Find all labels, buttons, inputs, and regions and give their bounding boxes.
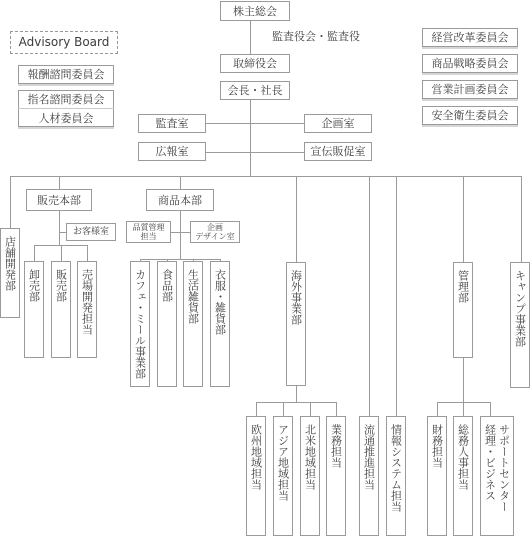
audit-office-box xyxy=(138,114,206,133)
promotion-office-label: 宣伝販促室 xyxy=(310,145,366,158)
merchandise-hq-label: 商品本部 xyxy=(158,193,202,207)
connector-merch-sub-bus xyxy=(140,259,220,260)
safety-committee-box xyxy=(422,106,518,125)
household-goods-label: 生活雑貨部 xyxy=(186,269,200,324)
cafe-meal-box xyxy=(130,261,150,387)
connector-merch-hq xyxy=(180,176,181,189)
customer-office-label: お客様室 xyxy=(72,226,109,237)
board-of-directors-label: 取締役会 xyxy=(233,57,277,70)
connector-staff-row1 xyxy=(190,123,310,124)
camp-box xyxy=(510,262,530,388)
sales-plan-committee-label: 営業計画委員会 xyxy=(431,83,509,96)
pr-office-box xyxy=(138,142,206,161)
audit-office-label: 監査室 xyxy=(155,117,189,130)
planning-office-box xyxy=(304,114,372,133)
business-support-box xyxy=(480,416,514,536)
asia-box xyxy=(273,416,293,536)
operations-label: 業務担当 xyxy=(329,424,343,468)
connector-europe xyxy=(256,402,257,416)
connector-sales-hq-down xyxy=(59,211,60,245)
connector-management-down xyxy=(463,358,464,402)
north-america-box xyxy=(300,416,320,536)
food-box xyxy=(157,261,177,387)
wholesale-box xyxy=(24,261,44,358)
connector-management xyxy=(463,176,464,262)
connector-sales-floor xyxy=(87,245,88,261)
apparel-goods-label: 衣服・雑貨部 xyxy=(213,269,227,335)
sales-dept-box xyxy=(51,261,71,358)
merchandise-committee-label: 商品戦略委員会 xyxy=(431,57,509,70)
connector-distribution xyxy=(369,176,370,416)
operations-box xyxy=(326,416,346,536)
connector-merch-hq-down xyxy=(180,211,181,259)
compensation-committee-box xyxy=(18,65,114,84)
info-systems-label: 情報システム担当 xyxy=(389,424,403,512)
hr-committee-label: 人材委員会 xyxy=(38,111,94,125)
safety-committee-label: 安全衛生委員会 xyxy=(431,109,509,122)
reform-committee-label: 経営改革委員会 xyxy=(431,31,509,44)
board-of-directors-box xyxy=(220,54,290,73)
info-systems-box xyxy=(386,416,406,536)
quality-control-box xyxy=(126,221,171,243)
connector-finance xyxy=(437,402,438,416)
committee-divider xyxy=(18,108,114,109)
connector-sales-hq xyxy=(59,176,60,189)
apparel-goods-box xyxy=(210,261,230,387)
finance-label: 財務担当 xyxy=(430,424,444,468)
compensation-committee-label: 報酬諮問委員会 xyxy=(27,68,105,81)
chairman-president-box xyxy=(220,81,290,100)
connector-overseas-sub-bus xyxy=(256,402,337,403)
sales-hq-box xyxy=(26,189,92,211)
distribution-label: 流通推進担当 xyxy=(362,424,376,490)
pr-office-label: 広報室 xyxy=(155,145,189,158)
planning-design-box xyxy=(190,221,240,243)
north-america-label: 北米地域担当 xyxy=(303,424,317,490)
connector-customer-office xyxy=(59,232,66,233)
general-hr-box xyxy=(453,416,473,536)
planning-design-label-1: 企画 xyxy=(207,223,223,232)
sales-dept-label: 販売部 xyxy=(54,269,68,302)
advisory-board-box xyxy=(10,31,118,54)
connector-merch-side xyxy=(171,232,190,233)
connector-north-america xyxy=(310,402,311,416)
connector-camp xyxy=(521,176,522,262)
promotion-office-box xyxy=(304,142,372,161)
store-development-label: 店舗開発部 xyxy=(3,236,17,291)
reform-committee-box xyxy=(422,28,518,47)
sales-plan-committee-box xyxy=(422,80,518,99)
quality-control-label-2: 担当 xyxy=(140,232,157,241)
household-goods-box xyxy=(183,261,203,387)
connector-general-hr xyxy=(463,402,464,416)
camp-label: キャンプ事業部 xyxy=(513,270,527,347)
merchandise-committee-box xyxy=(422,54,518,73)
audit-board-label: 監査役会・監査役 xyxy=(272,30,360,43)
europe-label: 欧州地域担当 xyxy=(249,424,263,490)
merchandise-hq-box xyxy=(146,189,214,211)
asia-label: アジア地域担当 xyxy=(276,424,290,501)
chairman-president-label: 会長・社長 xyxy=(227,84,283,97)
distribution-box xyxy=(359,416,379,536)
sales-floor-dev-box xyxy=(77,261,97,358)
advisory-board-label: Advisory Board xyxy=(18,35,110,49)
connector-asia xyxy=(283,402,284,416)
customer-office-box xyxy=(66,223,116,241)
connector-main-bus xyxy=(10,176,521,177)
europe-box xyxy=(246,416,266,536)
sales-hq-label: 販売本部 xyxy=(37,193,81,207)
connector-operations xyxy=(336,402,337,416)
connector-staff-row2 xyxy=(190,152,310,153)
connector-trunk xyxy=(250,99,251,176)
connector-business-support xyxy=(490,402,491,416)
connector-trunk-top xyxy=(250,21,251,54)
business-support-label-1: 経理・ビジネス xyxy=(483,424,497,501)
management-label: 管理部 xyxy=(456,270,470,303)
quality-control-label-1: 品質管理 xyxy=(132,223,165,232)
connector-overseas xyxy=(296,176,297,262)
connector-store-dev xyxy=(10,176,11,228)
general-hr-label: 総務人事担当 xyxy=(456,424,470,490)
planning-design-label-2: デザイン室 xyxy=(195,232,235,241)
food-label: 食品部 xyxy=(160,269,174,302)
connector-overseas-down xyxy=(296,386,297,402)
connector-wholesale xyxy=(34,245,35,261)
business-support-label-2: サポートセンター xyxy=(497,424,511,512)
finance-box xyxy=(427,416,447,536)
sales-floor-dev-label: 売場開発担当 xyxy=(80,269,94,335)
overseas-box xyxy=(286,262,306,386)
cafe-meal-label: カフェ・ミール事業部 xyxy=(133,269,147,379)
store-development-box xyxy=(0,228,20,318)
shareholders-meeting-label: 株主総会 xyxy=(233,4,277,18)
nomination-committee-label: 指名諮問委員会 xyxy=(27,92,105,106)
management-box xyxy=(453,262,473,358)
planning-office-label: 企画室 xyxy=(321,117,355,130)
shareholders-meeting-box xyxy=(220,1,290,21)
wholesale-label: 卸売部 xyxy=(27,269,41,302)
overseas-label: 海外事業部 xyxy=(289,270,303,325)
connector-info-systems xyxy=(396,176,397,416)
connector-sales-dept xyxy=(61,245,62,261)
